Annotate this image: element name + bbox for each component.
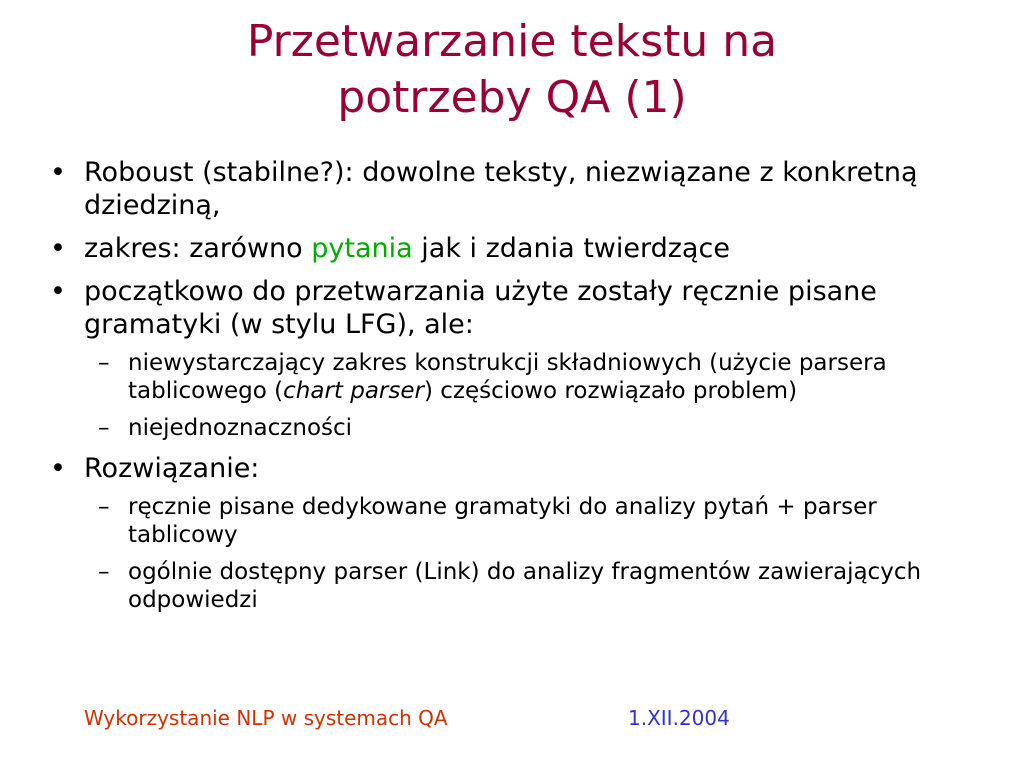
- sub-bullet-text: niejednoznaczności: [128, 415, 353, 441]
- bullet-item-1: [50, 156, 980, 222]
- sub-bullet-text: ręcznie pisane dedykowane gramatyki do analizy pytań + parser tablicowy: [128, 494, 877, 548]
- slide-title-line-1: Przetwarzanie tekstu na: [246, 16, 778, 67]
- slide-body: [50, 156, 980, 624]
- bullet-text-before: zakres: zarówno: [84, 233, 312, 264]
- sub-bullet-text: ogólnie dostępny parser (Link) do analizy fragmentów zawierających odpowiedzi: [128, 559, 922, 613]
- sub-bullet-marker: –: [98, 494, 110, 520]
- bullet-marker: •: [50, 157, 66, 188]
- sub-bullet-list: [84, 493, 980, 614]
- sub-bullet-item-2: [84, 414, 980, 442]
- footer-date: 1.XII.2004: [628, 706, 730, 730]
- footer-presentation-title: Wykorzystanie NLP w systemach QA: [84, 706, 448, 730]
- bullet-item-2: [50, 232, 980, 265]
- bullet-marker: •: [50, 453, 66, 484]
- slide-title: [0, 14, 1024, 126]
- bullet-item-3: [50, 275, 980, 442]
- bullet-text: początkowo do przetwarzania użyte zostały ręcznie pisane gramatyki (w stylu LFG), ale:: [84, 276, 877, 340]
- bullet-marker: •: [50, 276, 66, 307]
- sub-bullet-item-2: [84, 558, 980, 614]
- bullet-text: Rozwiązanie:: [84, 453, 260, 484]
- sub-bullet-text-after: ) częściowo rozwiązało problem): [423, 378, 798, 404]
- sub-bullet-italic: chart parser: [283, 378, 424, 404]
- bullet-text-after: jak i zdania twierdzące: [412, 233, 730, 264]
- bullet-highlight: pytania: [311, 233, 413, 264]
- sub-bullet-marker: –: [98, 415, 110, 441]
- sub-bullet-text-before: niewystarczający zakres konstrukcji składniowych (użycie parsera tablicowego (: [128, 350, 887, 404]
- slide-title-line-2: potrzeby QA (1): [337, 72, 687, 123]
- sub-bullet-marker: –: [98, 350, 110, 376]
- sub-bullet-list: [84, 349, 980, 442]
- bullet-text: Roboust (stabilne?): dowolne teksty, niezwiązane z konkretną dziedziną,: [84, 157, 918, 221]
- sub-bullet-marker: –: [98, 559, 110, 585]
- bullet-list: [50, 156, 980, 614]
- sub-bullet-item-1: [84, 493, 980, 549]
- sub-bullet-item-1: [84, 349, 980, 405]
- bullet-marker: •: [50, 233, 66, 264]
- bullet-item-4: [50, 452, 980, 614]
